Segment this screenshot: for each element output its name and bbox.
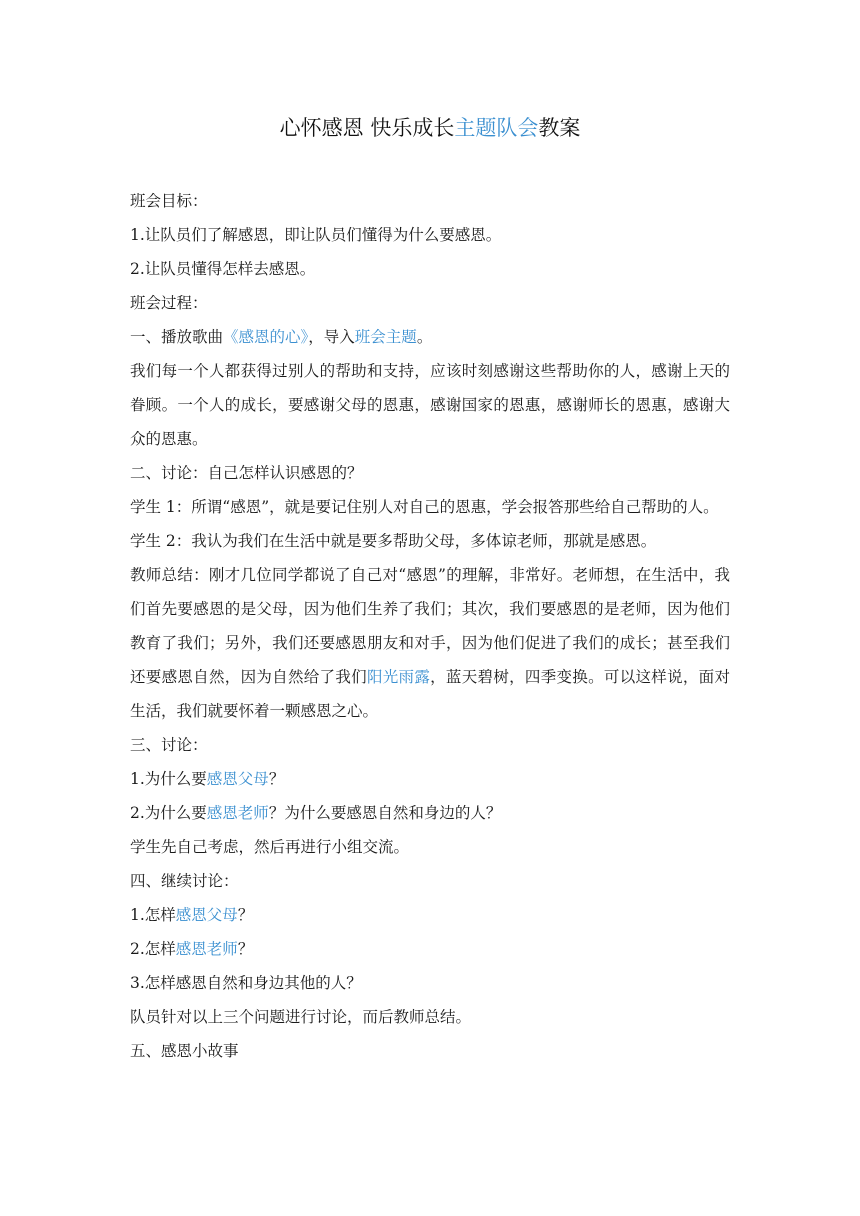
class-theme-link[interactable]: 班会主题 [354, 328, 417, 346]
question-1-text: 1.为什么要 [130, 770, 207, 788]
student-1-answer: 学生 1：所谓“感恩”，就是要记住别人对自己的恩惠，学会报答那些给自己帮助的人。 [130, 498, 719, 516]
question-1-mark: ？ [268, 770, 285, 788]
title-link[interactable]: 主题队会 [454, 116, 539, 140]
teacher-summary-text: 教师总结：刚才几位同学都说了自己对“感恩”的理解，非常好。老师想，在生活中，我们首先要感恩的是父母，因为他们生养了我们；其次，我们要感恩的是老师，因为他们教育了我们；另外，我们还要感恩朋友和对手，因为他们促进了我们的成长；甚至我们还要感恩自然，因为自然给了我们 [130, 566, 730, 686]
sunshine-rain-link[interactable]: 阳光雨露 [366, 668, 431, 686]
discussion-question-2 [130, 796, 730, 830]
section-two-heading: 二、讨论：自己怎样认识感恩的？ [130, 464, 363, 482]
title-text: 心怀感恩 快乐成长 [279, 116, 455, 140]
goal-item-1: 1.让队员们了解感恩，即让队员们懂得为什么要感恩。 [130, 226, 502, 244]
page-title [0, 112, 860, 144]
process-heading: 班会过程： [130, 294, 208, 312]
section-four-heading: 四、继续讨论： [130, 872, 239, 890]
section-one-text: 一、播放歌曲 [130, 328, 224, 346]
group-exchange: 学生先自己考虑，然后再进行小组交流。 [130, 838, 410, 856]
goal-item-2: 2.让队员懂得怎样去感恩。 [130, 260, 316, 278]
discussion-question-1 [130, 762, 730, 796]
thank-parents-link-2[interactable]: 感恩父母 [175, 906, 238, 924]
document-body [130, 184, 730, 1068]
thank-teachers-link-2[interactable]: 感恩老师 [175, 940, 238, 958]
paragraph-intro: 我们每一个人都获得过别人的帮助和支持，应该时刻感谢这些帮助你的人，感谢上天的眷顾。一个人的成长，要感谢父母的恩惠，感谢国家的恩惠，感谢师长的恩惠，感谢大众的恩惠。 [130, 362, 730, 448]
continue-question-1-text: 1.怎样 [130, 906, 176, 924]
title-suffix: 教案 [538, 116, 581, 140]
student-2-answer: 学生 2：我认为我们在生活中就是要多帮助父母，多体谅老师，那就是感恩。 [130, 532, 657, 550]
section-one-text-3: 。 [416, 328, 433, 346]
section-three-heading: 三、讨论： [130, 736, 208, 754]
goal-heading: 班会目标： [130, 192, 208, 210]
section-five-heading: 五、感恩小故事 [130, 1042, 239, 1060]
section-one-heading [130, 320, 730, 354]
continue-question-3: 3.怎样感恩自然和身边其他的人？ [130, 974, 362, 992]
question-2-text: 2.为什么要 [130, 804, 207, 822]
teacher-summary-text-2: ，蓝天碧树，四季变换。可以这样说，面对生活，我们就要怀着一颗感恩之心。 [130, 668, 730, 720]
song-link[interactable]: 《感恩的心》 [223, 328, 309, 346]
continue-question-1-mark: ？ [237, 906, 254, 924]
thank-parents-link[interactable]: 感恩父母 [206, 770, 269, 788]
thank-teachers-link[interactable]: 感恩老师 [206, 804, 269, 822]
question-2-text-2: ？为什么要感恩自然和身边的人？ [268, 804, 502, 822]
continue-question-2 [130, 932, 730, 966]
continue-question-2-text: 2.怎样 [130, 940, 176, 958]
section-one-text-2: ，导入 [308, 328, 355, 346]
continue-question-2-mark: ？ [237, 940, 254, 958]
continue-question-1 [130, 898, 730, 932]
teacher-summary [130, 558, 730, 728]
discussion-summary: 队员针对以上三个问题进行讨论，而后教师总结。 [130, 1008, 472, 1026]
